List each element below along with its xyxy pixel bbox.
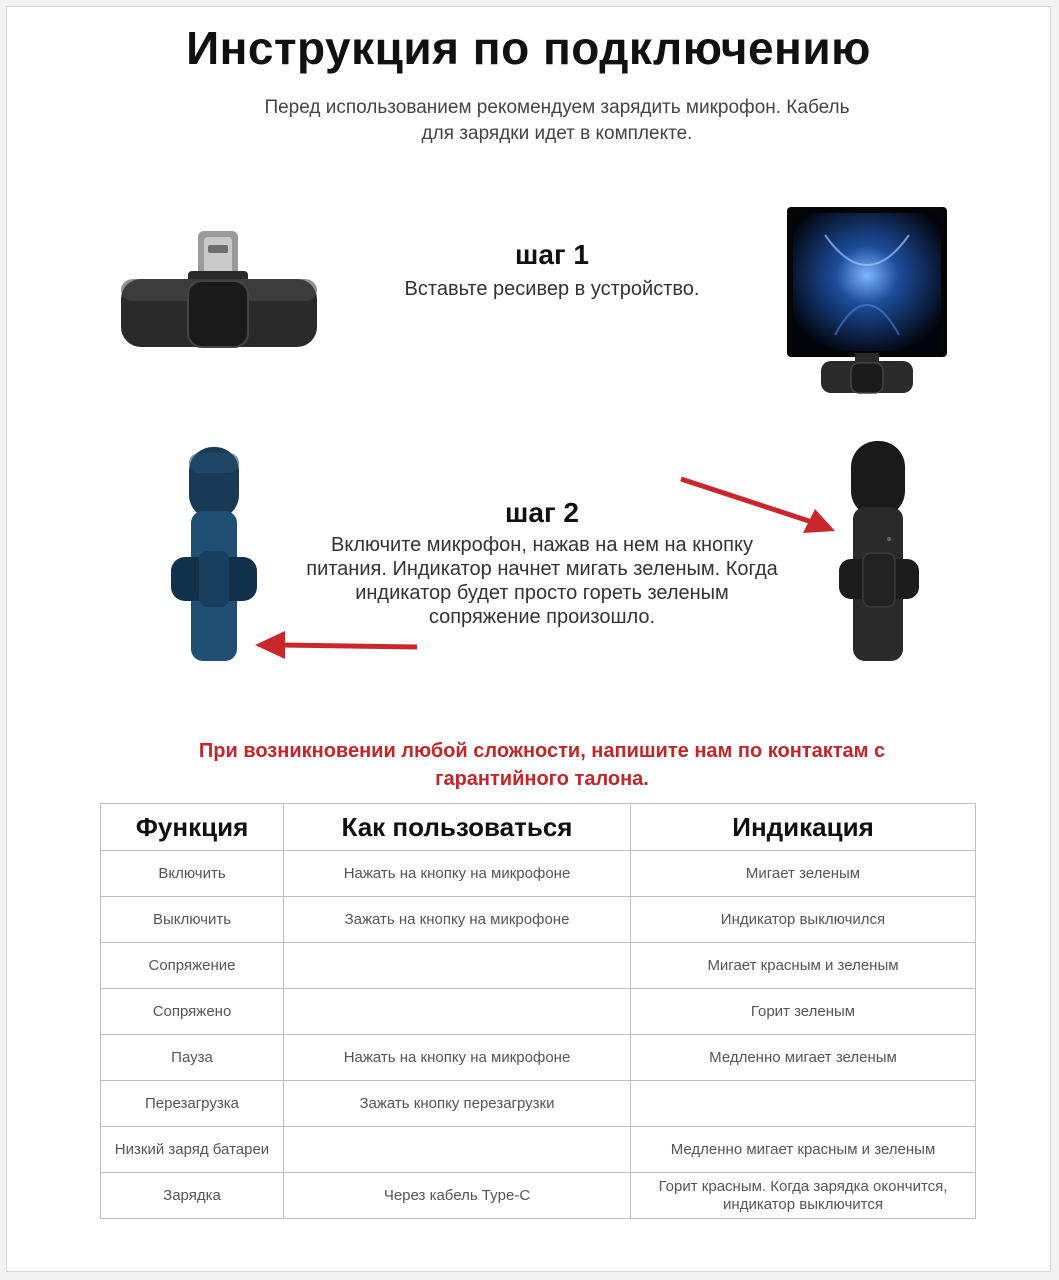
header-indication: Индикация (631, 804, 976, 851)
support-warning: При возникновении любой сложности, напишите нам по контактам с гарантийного талона. (198, 740, 886, 790)
cell-usage: Зажать на кнопку на микрофоне (284, 897, 631, 943)
cell-usage (284, 1127, 631, 1173)
cell-function: Сопряжение (101, 943, 284, 989)
blue-microphone-image (167, 447, 257, 667)
intro-text: Перед использованием рекомендуем зарядить микрофон. Кабель для зарядки идет в комплекте. (264, 97, 850, 144)
cell-usage: Через кабель Type-C (284, 1173, 631, 1219)
table-row (101, 989, 976, 1035)
header-function: Функция (101, 804, 284, 851)
cell-usage: Нажать на кнопку на микрофоне (284, 851, 631, 897)
step2-text: Включите микрофон, нажав на нем на кнопку питания. Индикатор начнет мигать зеленым. Когда индикатор будет просто гореть зеленым сопряжение произошло. (306, 534, 778, 628)
cell-function: Низкий заряд батареи (101, 1127, 284, 1173)
cell-usage: Нажать на кнопку на микрофоне (284, 1035, 631, 1081)
cell-usage (284, 943, 631, 989)
cell-indication: Мигает красным и зеленым (631, 943, 976, 989)
cell-indication: Мигает зеленым (631, 851, 976, 897)
cell-function: Перезагрузка (101, 1081, 284, 1127)
cell-usage (284, 989, 631, 1035)
table-row (101, 1127, 976, 1173)
step2-title: шаг 2 (505, 497, 579, 528)
arrow-to-blue-mic-icon (251, 625, 421, 665)
cell-indication: Индикатор выключился (631, 897, 976, 943)
phone-with-receiver-image (785, 205, 950, 395)
table-row (101, 851, 976, 897)
cell-function: Выключить (101, 897, 284, 943)
table-row (101, 897, 976, 943)
step1-text: Вставьте ресивер в устройство. (404, 278, 700, 300)
cell-usage: Зажать кнопку перезагрузки (284, 1081, 631, 1127)
step1-title: шаг 1 (515, 239, 589, 270)
black-microphone-image (835, 441, 925, 666)
cell-indication: Медленно мигает красным и зеленым (631, 1127, 976, 1173)
table-row (101, 1035, 976, 1081)
cell-indication: Горит красным. Когда зарядка окончится, индикатор выключится (631, 1173, 976, 1219)
table-header-row (101, 804, 976, 851)
cell-indication: Медленно мигает зеленым (631, 1035, 976, 1081)
page-title: Инструкция по подключению (186, 22, 871, 74)
header-usage: Как пользоваться (284, 804, 631, 851)
receiver-image (115, 227, 325, 352)
cell-function: Сопряжено (101, 989, 284, 1035)
table-row (101, 1173, 976, 1219)
function-table (100, 803, 976, 1219)
instruction-page (6, 6, 1051, 1272)
cell-indication (631, 1081, 976, 1127)
cell-function: Зарядка (101, 1173, 284, 1219)
cell-indication: Горит зеленым (631, 989, 976, 1035)
cell-function: Пауза (101, 1035, 284, 1081)
cell-function: Включить (101, 851, 284, 897)
table-row (101, 1081, 976, 1127)
table-row (101, 943, 976, 989)
arrow-to-black-mic-icon (675, 471, 841, 541)
